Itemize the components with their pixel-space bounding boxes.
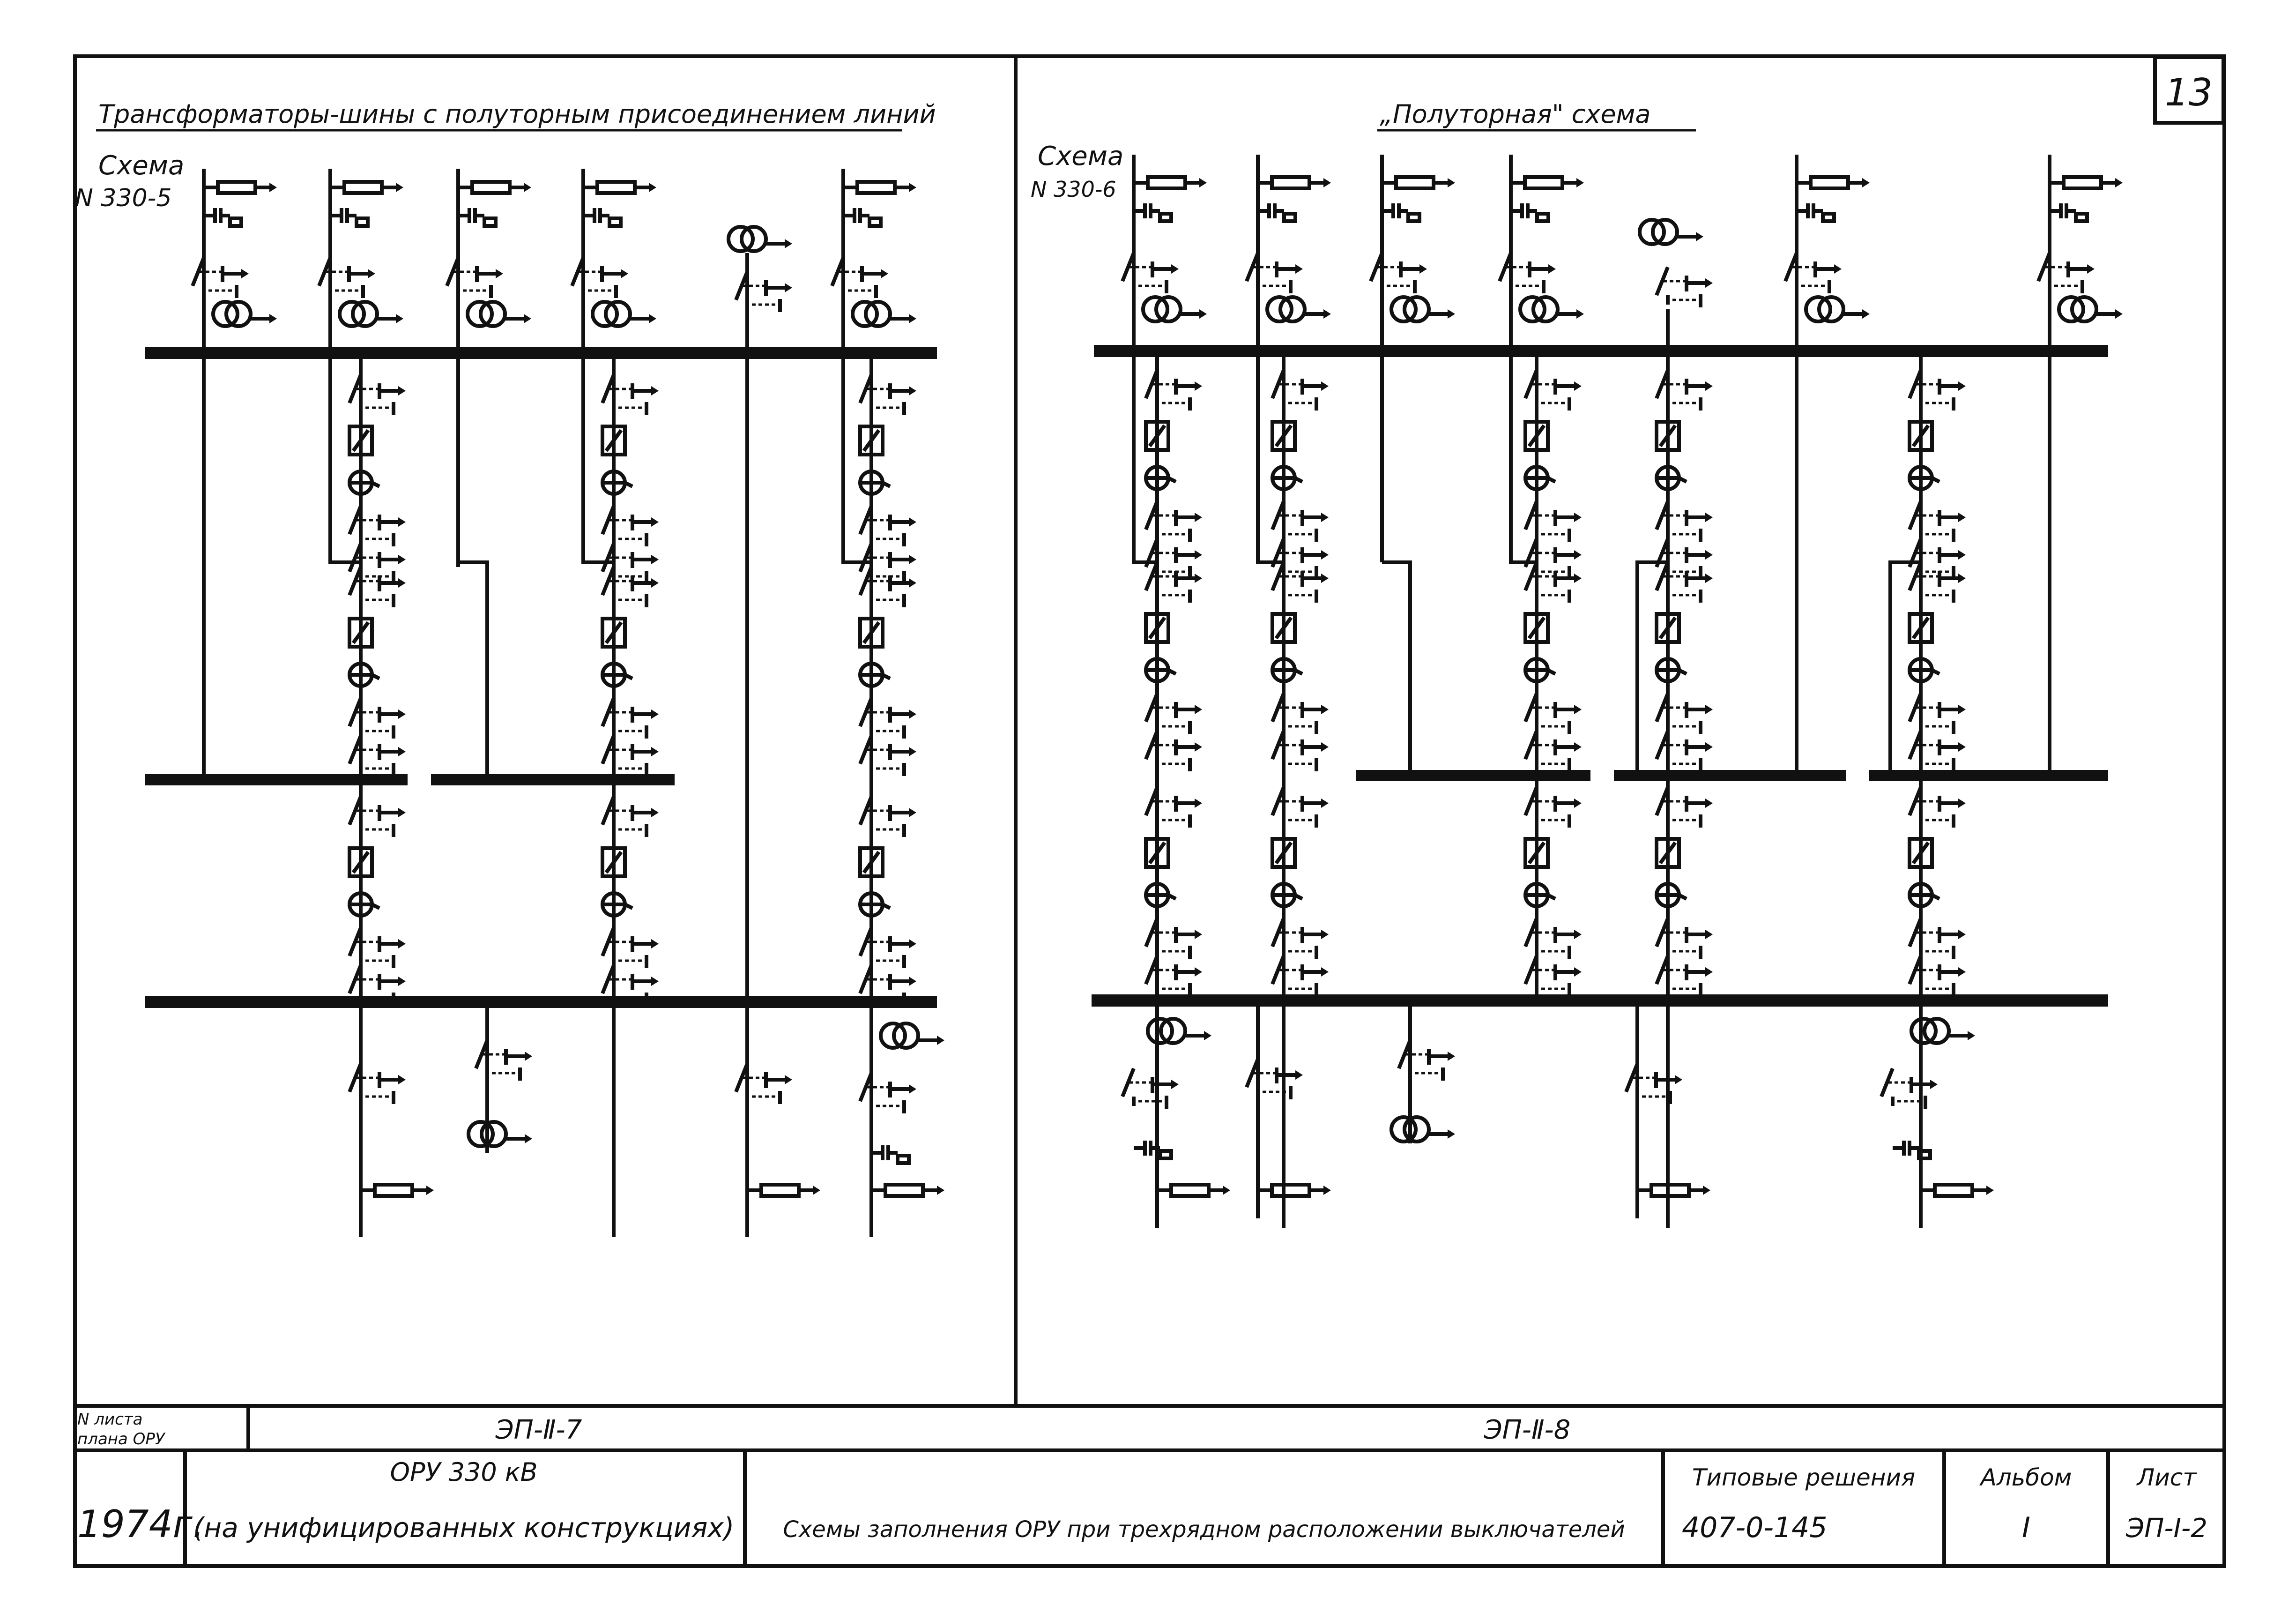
right-diameter-2 (1272, 351, 1329, 1228)
right-bottom-outlet-2 (1247, 1003, 1331, 1218)
series-value: 407-0-145 (1682, 1511, 1828, 1544)
album-value: I (2022, 1511, 2030, 1544)
right-transformer-1 (1640, 220, 1713, 307)
sheet-label: Лист (2137, 1464, 2197, 1491)
left-scheme (75, 99, 944, 1237)
title-block (75, 1406, 2224, 1566)
right-title: „Полуторная" схема (1380, 99, 1651, 129)
right-line-outlet-2 (1247, 155, 1331, 351)
left-diameter-3 (860, 354, 916, 1237)
series-label: Типовые решения (1692, 1464, 1916, 1491)
album-label: Альбом (1980, 1464, 2072, 1491)
left-bus-1 (145, 347, 937, 359)
right-diameter-3 (1525, 351, 1582, 1003)
right-bus-3 (1092, 994, 2108, 1007)
right-diameter-4 (1657, 309, 1713, 1228)
left-bus-2b (431, 774, 675, 785)
right-line-outlet-5 (1785, 155, 1870, 776)
left-bottom-transformer (468, 1003, 532, 1153)
right-scheme-label-2: N 330-6 (1031, 177, 1116, 202)
right-bus-1 (1094, 345, 2108, 357)
right-bottom-transformer (1391, 1003, 1455, 1143)
right-scheme (1031, 99, 2123, 1228)
sheet-number: 13 (2165, 71, 2213, 114)
right-bus-2b (1614, 770, 1846, 781)
right-diameter-5 (1910, 351, 1966, 1228)
right-bottom-outlet-1 (1122, 1019, 1230, 1196)
right-line-outlet-1 (1122, 155, 1207, 351)
sheet-plan-label-1: N листа (77, 1410, 143, 1429)
right-line-outlet-4 (1500, 155, 1584, 351)
left-title: Трансформаторы-шины с полуторным присоединением линий (98, 99, 936, 129)
left-bus-2a (145, 774, 408, 785)
right-diameter-1 (1146, 351, 1202, 1228)
left-line-outlet-1 (193, 169, 277, 780)
sheet-value: ЭП-I-2 (2126, 1513, 2207, 1544)
left-scheme-label-1: Схема (98, 150, 185, 181)
drawing-description: Схемы заполнения ОРУ при трехрядном расположении выключателей (783, 1516, 1625, 1543)
sheet-plan-label-2: плана ОРУ (77, 1430, 165, 1448)
right-bus-2c (1869, 770, 2108, 781)
object-line-2: (на унифицированных конструкциях) (193, 1512, 735, 1544)
right-scheme-label-1: Схема (1038, 141, 1124, 172)
year: 1974г. (77, 1502, 205, 1546)
left-drawing-code: ЭП-Ⅱ-7 (495, 1415, 582, 1445)
left-line-outlet-4 (572, 169, 656, 354)
left-bus-3 (145, 996, 937, 1008)
right-bottom-outlet-4 (1881, 1019, 1994, 1196)
left-line-outlet-2 (319, 169, 403, 354)
right-bus-2a (1356, 770, 1590, 781)
left-line-outlet-5 (832, 169, 916, 354)
right-line-outlet-3 (1371, 155, 1455, 562)
right-line-outlet-6 (2038, 155, 2123, 776)
left-diameter-2 (602, 354, 659, 1237)
left-line-outlet-3 (447, 169, 531, 567)
left-scheme-label-2: N 330-5 (75, 184, 172, 212)
left-diameter-1 (349, 354, 406, 1237)
right-drawing-code: ЭП-Ⅱ-8 (1484, 1415, 1571, 1445)
object-line-1: ОРУ 330 кВ (390, 1457, 538, 1487)
